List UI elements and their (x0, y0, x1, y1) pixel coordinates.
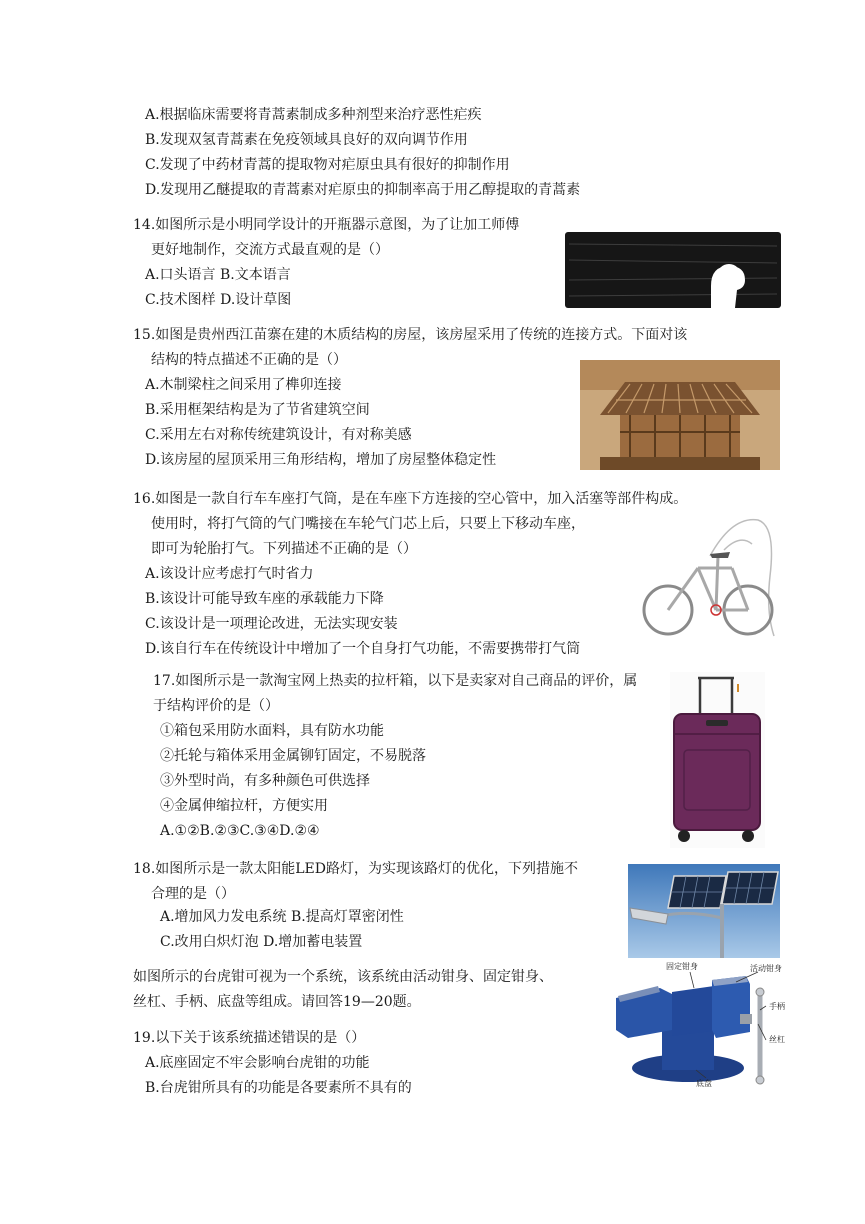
bottle-opener-sketch-image (563, 230, 783, 310)
q15-option-d: D.该房屋的屋顶采用三角形结构，增加了房屋整体稳定性 (145, 452, 497, 468)
q15-option-b: B.采用框架结构是为了节省建筑空间 (145, 402, 370, 418)
wooden-house-model-image (580, 360, 780, 470)
vise-label-handle: 手柄 (769, 1002, 785, 1011)
vise-label-fixed-jaw: 固定钳身 (666, 962, 698, 971)
q16-stem-line1: 16.如图是一款自行车车座打气筒，是在车座下方连接的空心管中，加入活塞等部件构成。 (133, 491, 688, 507)
q16-stem-line3: 即可为轮胎打气。下列描述不正确的是（） (151, 541, 417, 557)
q16-option-b: B.该设计可能导致车座的承载能力下降 (145, 591, 384, 607)
bench-vise-diagram (608, 958, 798, 1090)
vise-label-moving-jaw: 活动钳身 (750, 964, 782, 973)
q15-option-a: A.木制梁柱之间采用了榫卯连接 (145, 377, 342, 393)
q19-option-a: A.底座固定不牢会影响台虎钳的功能 (145, 1055, 370, 1071)
q17-item-3: ③外型时尚，有多种颜色可供选择 (160, 773, 370, 789)
q17-options: A.①②B.②③C.③④D.②④ (160, 823, 320, 839)
q15-stem-line1: 15.如图是贵州西江苗寨在建的木质结构的房屋，该房屋采用了传统的连接方式。下面对该 (133, 327, 688, 343)
solar-led-streetlight-image (628, 864, 780, 958)
bicycle-seat-pump-image (640, 516, 778, 640)
q16-option-c: C.该设计是一项理论改进，无法实现安装 (145, 616, 398, 632)
q15-stem-line2: 结构的特点描述不正确的是（） (151, 352, 347, 368)
q16-option-d: D.该自行车在传统设计中增加了一个自身打气功能，不需要携带打气筒 (145, 641, 581, 657)
q13-option-c: C.发现了中药材青蒿的提取物对疟原虫具有很好的抑制作用 (145, 157, 510, 173)
q17-item-4: ④金属伸缩拉杆，方便实用 (160, 798, 328, 814)
q15-option-c: C.采用左右对称传统建筑设计，有对称美感 (145, 427, 412, 443)
q13-option-d: D.发现用乙醚提取的青蒿素对疟原虫的抑制率高于用乙醇提取的青蒿素 (145, 182, 581, 198)
vise-intro-line2: 丝杠、手柄、底盘等组成。请回答19—20题。 (133, 994, 421, 1010)
vise-label-screw: 丝杠 (769, 1035, 785, 1044)
q16-stem-line2: 使用时，将打气筒的气门嘴接在车轮气门芯上后，只要上下移动车座， (151, 516, 585, 532)
q17-stem-line1: 17.如图所示是一款淘宝网上热卖的拉杆箱，以下是卖家对自己商品的评价，属 (153, 673, 638, 689)
q18-stem-line2: 合理的是（） (151, 886, 235, 902)
q14-options-cd: C.技术图样 D.设计草图 (145, 292, 292, 308)
q18-stem-line1: 18.如图所示是一款太阳能LED路灯，为实现该路灯的优化，下列措施不 (133, 861, 579, 877)
q14-stem-line1: 14.如图所示是小明同学设计的开瓶器示意图，为了让加工师傅 (133, 217, 520, 233)
q19-option-b: B.台虎钳所具有的功能是各要素所不具有的 (145, 1080, 412, 1096)
q18-options-ab: A.增加风力发电系统 B.提高灯罩密闭性 (160, 909, 404, 925)
q17-item-2: ②托轮与箱体采用金属铆钉固定，不易脱落 (160, 748, 426, 764)
q17-stem-line2: 于结构评价的是（） (153, 698, 279, 714)
trolley-suitcase-image (670, 672, 765, 848)
q13-option-b: B.发现双氢青蒿素在免疫领域具良好的双向调节作用 (145, 132, 468, 148)
q13-option-a: A.根据临床需要将青蒿素制成多种剂型来治疗恶性疟疾 (145, 107, 482, 123)
vise-label-base: 底盘 (696, 1079, 712, 1088)
q19-stem: 19.以下关于该系统描述错误的是（） (133, 1030, 366, 1046)
q16-option-a: A.该设计应考虑打气时省力 (145, 566, 314, 582)
vise-intro-line1: 如图所示的台虎钳可视为一个系统，该系统由活动钳身、固定钳身、 (133, 969, 553, 985)
q14-options-ab: A.口头语言 B.文本语言 (145, 267, 291, 283)
q17-item-1: ①箱包采用防水面料，具有防水功能 (160, 723, 384, 739)
q18-options-cd: C.改用白炽灯泡 D.增加蓄电装置 (160, 934, 363, 950)
q14-stem-line2: 更好地制作，交流方式最直观的是（） (151, 242, 389, 258)
